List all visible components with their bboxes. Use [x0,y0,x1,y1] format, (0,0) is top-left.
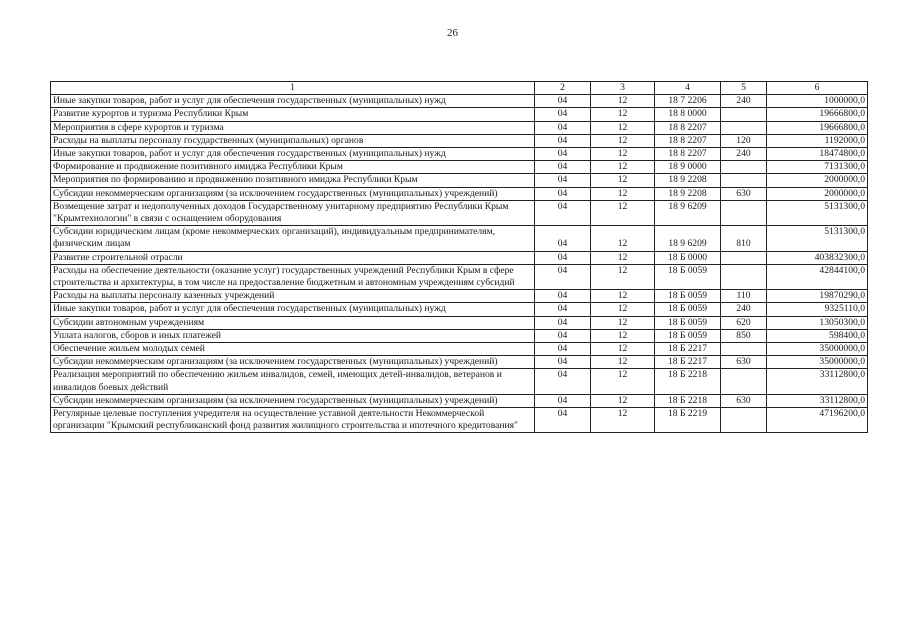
row-expense-type [721,369,767,394]
row-amount: 7131300,0 [767,161,868,174]
row-section: 04 [535,226,591,251]
row-expense-type [721,251,767,264]
row-name: Расходы на выплаты персоналу казенных учреждений [51,290,535,303]
row-section: 04 [535,95,591,108]
row-target-article: 18 8 0000 [655,108,721,121]
table-row [51,200,868,225]
row-target-article: 18 8 2207 [655,148,721,161]
row-subsection: 12 [591,251,655,264]
row-target-article: 18 Б 0059 [655,329,721,342]
row-expense-type: 630 [721,394,767,407]
row-expense-type [721,200,767,225]
row-expense-type [721,343,767,356]
row-expense-type: 630 [721,187,767,200]
table-row [51,329,868,342]
row-expense-type: 810 [721,226,767,251]
col-header-target: 4 [655,82,721,95]
row-subsection: 12 [591,200,655,225]
table-row [51,408,868,433]
row-target-article: 18 Б 0059 [655,316,721,329]
row-section: 04 [535,369,591,394]
row-amount: 5131300,0 [767,226,868,251]
row-expense-type: 240 [721,95,767,108]
row-amount: 19666800,0 [767,121,868,134]
row-section: 04 [535,121,591,134]
row-name: Расходы на обеспечение деятельности (оказание услуг) государственных учреждений Республики Крым в сфере строительства и архитектуры, в том числе на предоставление бюджетным и автономным учреждениям субсидий [51,264,535,289]
row-section: 04 [535,108,591,121]
table-row [51,121,868,134]
row-amount: 35000000,0 [767,343,868,356]
table-row [51,316,868,329]
table-row [51,290,868,303]
table-row [51,394,868,407]
row-target-article: 18 9 6209 [655,226,721,251]
row-name: Иные закупки товаров, работ и услуг для обеспечения государственных (муниципальных) нужд [51,303,535,316]
row-name: Регулярные целевые поступления учредителя на осуществление уставной деятельности Некоммерческой организации "Крымский республиканский фонд развития жилищного строительства и ипотечного кредитования" [51,408,535,433]
row-expense-type: 630 [721,356,767,369]
table-row [51,226,868,251]
row-subsection: 12 [591,394,655,407]
row-amount: 18474800,0 [767,148,868,161]
row-subsection: 12 [591,356,655,369]
table-row [51,264,868,289]
row-name: Развитие строительной отрасли [51,251,535,264]
row-section: 04 [535,251,591,264]
row-name: Субсидии юридическим лицам (кроме некоммерческих организаций), индивидуальным предпринимателям, физическим лицам [51,226,535,251]
row-amount: 42844100,0 [767,264,868,289]
row-amount: 598400,0 [767,329,868,342]
row-target-article: 18 8 2207 [655,134,721,147]
table-row [51,108,868,121]
col-header-subsection: 3 [591,82,655,95]
row-name: Мероприятия по формированию и продвижению позитивного имиджа Республики Крым [51,174,535,187]
row-section: 04 [535,408,591,433]
row-name: Формирование и продвижение позитивного имиджа Республики Крым [51,161,535,174]
table-row [51,161,868,174]
row-amount: 9325110,0 [767,303,868,316]
row-target-article: 18 Б 0000 [655,251,721,264]
row-section: 04 [535,316,591,329]
row-subsection: 12 [591,187,655,200]
row-target-article: 18 9 2208 [655,187,721,200]
row-subsection: 12 [591,408,655,433]
row-name: Субсидии автономным учреждениям [51,316,535,329]
row-section: 04 [535,343,591,356]
row-subsection: 12 [591,108,655,121]
row-name: Обеспечение жильем молодых семей [51,343,535,356]
row-expense-type [721,408,767,433]
row-target-article: 18 Б 2218 [655,394,721,407]
row-name: Иные закупки товаров, работ и услуг для обеспечения государственных (муниципальных) нужд [51,148,535,161]
row-expense-type [721,264,767,289]
row-expense-type [721,174,767,187]
row-amount: 5131300,0 [767,200,868,225]
row-subsection: 12 [591,290,655,303]
row-section: 04 [535,200,591,225]
table-row [51,251,868,264]
row-section: 04 [535,174,591,187]
row-subsection: 12 [591,174,655,187]
row-target-article: 18 Б 2219 [655,408,721,433]
row-subsection: 12 [591,121,655,134]
row-expense-type: 120 [721,134,767,147]
table-row [51,303,868,316]
row-expense-type [721,161,767,174]
page-number: 26 [447,27,458,39]
row-target-article: 18 Б 2218 [655,369,721,394]
row-target-article: 18 Б 2217 [655,356,721,369]
row-amount: 33112800,0 [767,394,868,407]
row-name: Расходы на выплаты персоналу государственных (муниципальных) органов [51,134,535,147]
row-name: Уплата налогов, сборов и иных платежей [51,329,535,342]
row-subsection: 12 [591,134,655,147]
row-amount: 13050300,0 [767,316,868,329]
table-row [51,356,868,369]
table-row [51,95,868,108]
row-subsection: 12 [591,303,655,316]
row-name: Развитие курортов и туризма Республики Крым [51,108,535,121]
row-target-article: 18 Б 0059 [655,303,721,316]
row-target-article: 18 9 6209 [655,200,721,225]
col-header-amount: 6 [767,82,868,95]
row-name: Субсидии некоммерческим организациям (за исключением государственных (муниципальных) учреждений) [51,356,535,369]
row-section: 04 [535,290,591,303]
row-expense-type: 240 [721,303,767,316]
row-section: 04 [535,161,591,174]
table-row [51,343,868,356]
row-amount: 33112800,0 [767,369,868,394]
row-section: 04 [535,187,591,200]
row-target-article: 18 Б 0059 [655,290,721,303]
row-section: 04 [535,329,591,342]
row-subsection: 12 [591,161,655,174]
row-amount: 1000000,0 [767,95,868,108]
row-expense-type: 850 [721,329,767,342]
row-amount: 35000000,0 [767,356,868,369]
row-subsection: 12 [591,343,655,356]
row-target-article: 18 Б 0059 [655,264,721,289]
row-name: Субсидии некоммерческим организациям (за исключением государственных (муниципальных) учреждений) [51,187,535,200]
row-target-article: 18 8 2207 [655,121,721,134]
row-subsection: 12 [591,316,655,329]
row-target-article: 18 9 0000 [655,161,721,174]
row-subsection: 12 [591,148,655,161]
row-section: 04 [535,394,591,407]
row-subsection: 12 [591,329,655,342]
col-header-name: 1 [51,82,535,95]
row-section: 04 [535,264,591,289]
row-name: Мероприятия в сфере курортов и туризма [51,121,535,134]
row-subsection: 12 [591,95,655,108]
col-header-type: 5 [721,82,767,95]
table-row [51,369,868,394]
row-section: 04 [535,148,591,161]
row-name: Реализация мероприятий по обеспечению жильем инвалидов, семей, имеющих детей-инвалидов, ветеранов и инвалидов боевых действий [51,369,535,394]
row-name: Субсидии некоммерческим организациям (за исключением государственных (муниципальных) учреждений) [51,394,535,407]
row-amount: 47196200,0 [767,408,868,433]
row-expense-type [721,108,767,121]
col-header-section: 2 [535,82,591,95]
row-amount: 19666800,0 [767,108,868,121]
row-target-article: 18 9 2208 [655,174,721,187]
row-expense-type: 620 [721,316,767,329]
table-row [51,187,868,200]
row-subsection: 12 [591,264,655,289]
table-header-row [51,82,868,95]
row-subsection: 12 [591,226,655,251]
table-body [51,95,868,433]
row-expense-type: 240 [721,148,767,161]
row-section: 04 [535,356,591,369]
table-row [51,134,868,147]
table-row [51,174,868,187]
row-target-article: 18 7 2206 [655,95,721,108]
row-section: 04 [535,134,591,147]
row-subsection: 12 [591,369,655,394]
row-expense-type: 110 [721,290,767,303]
row-name: Возмещение затрат и недополученных доходов Государственному унитарному предприятию Республики Крым "Крымтехнологии" в связи с оснащением оборудования [51,200,535,225]
row-name: Иные закупки товаров, работ и услуг для обеспечения государственных (муниципальных) нужд [51,95,535,108]
budget-table [50,81,868,433]
row-amount: 403832300,0 [767,251,868,264]
table-row [51,148,868,161]
row-amount: 2000000,0 [767,174,868,187]
row-section: 04 [535,303,591,316]
row-amount: 2000000,0 [767,187,868,200]
row-expense-type [721,121,767,134]
row-target-article: 18 Б 2217 [655,343,721,356]
row-amount: 19870290,0 [767,290,868,303]
row-amount: 1192000,0 [767,134,868,147]
